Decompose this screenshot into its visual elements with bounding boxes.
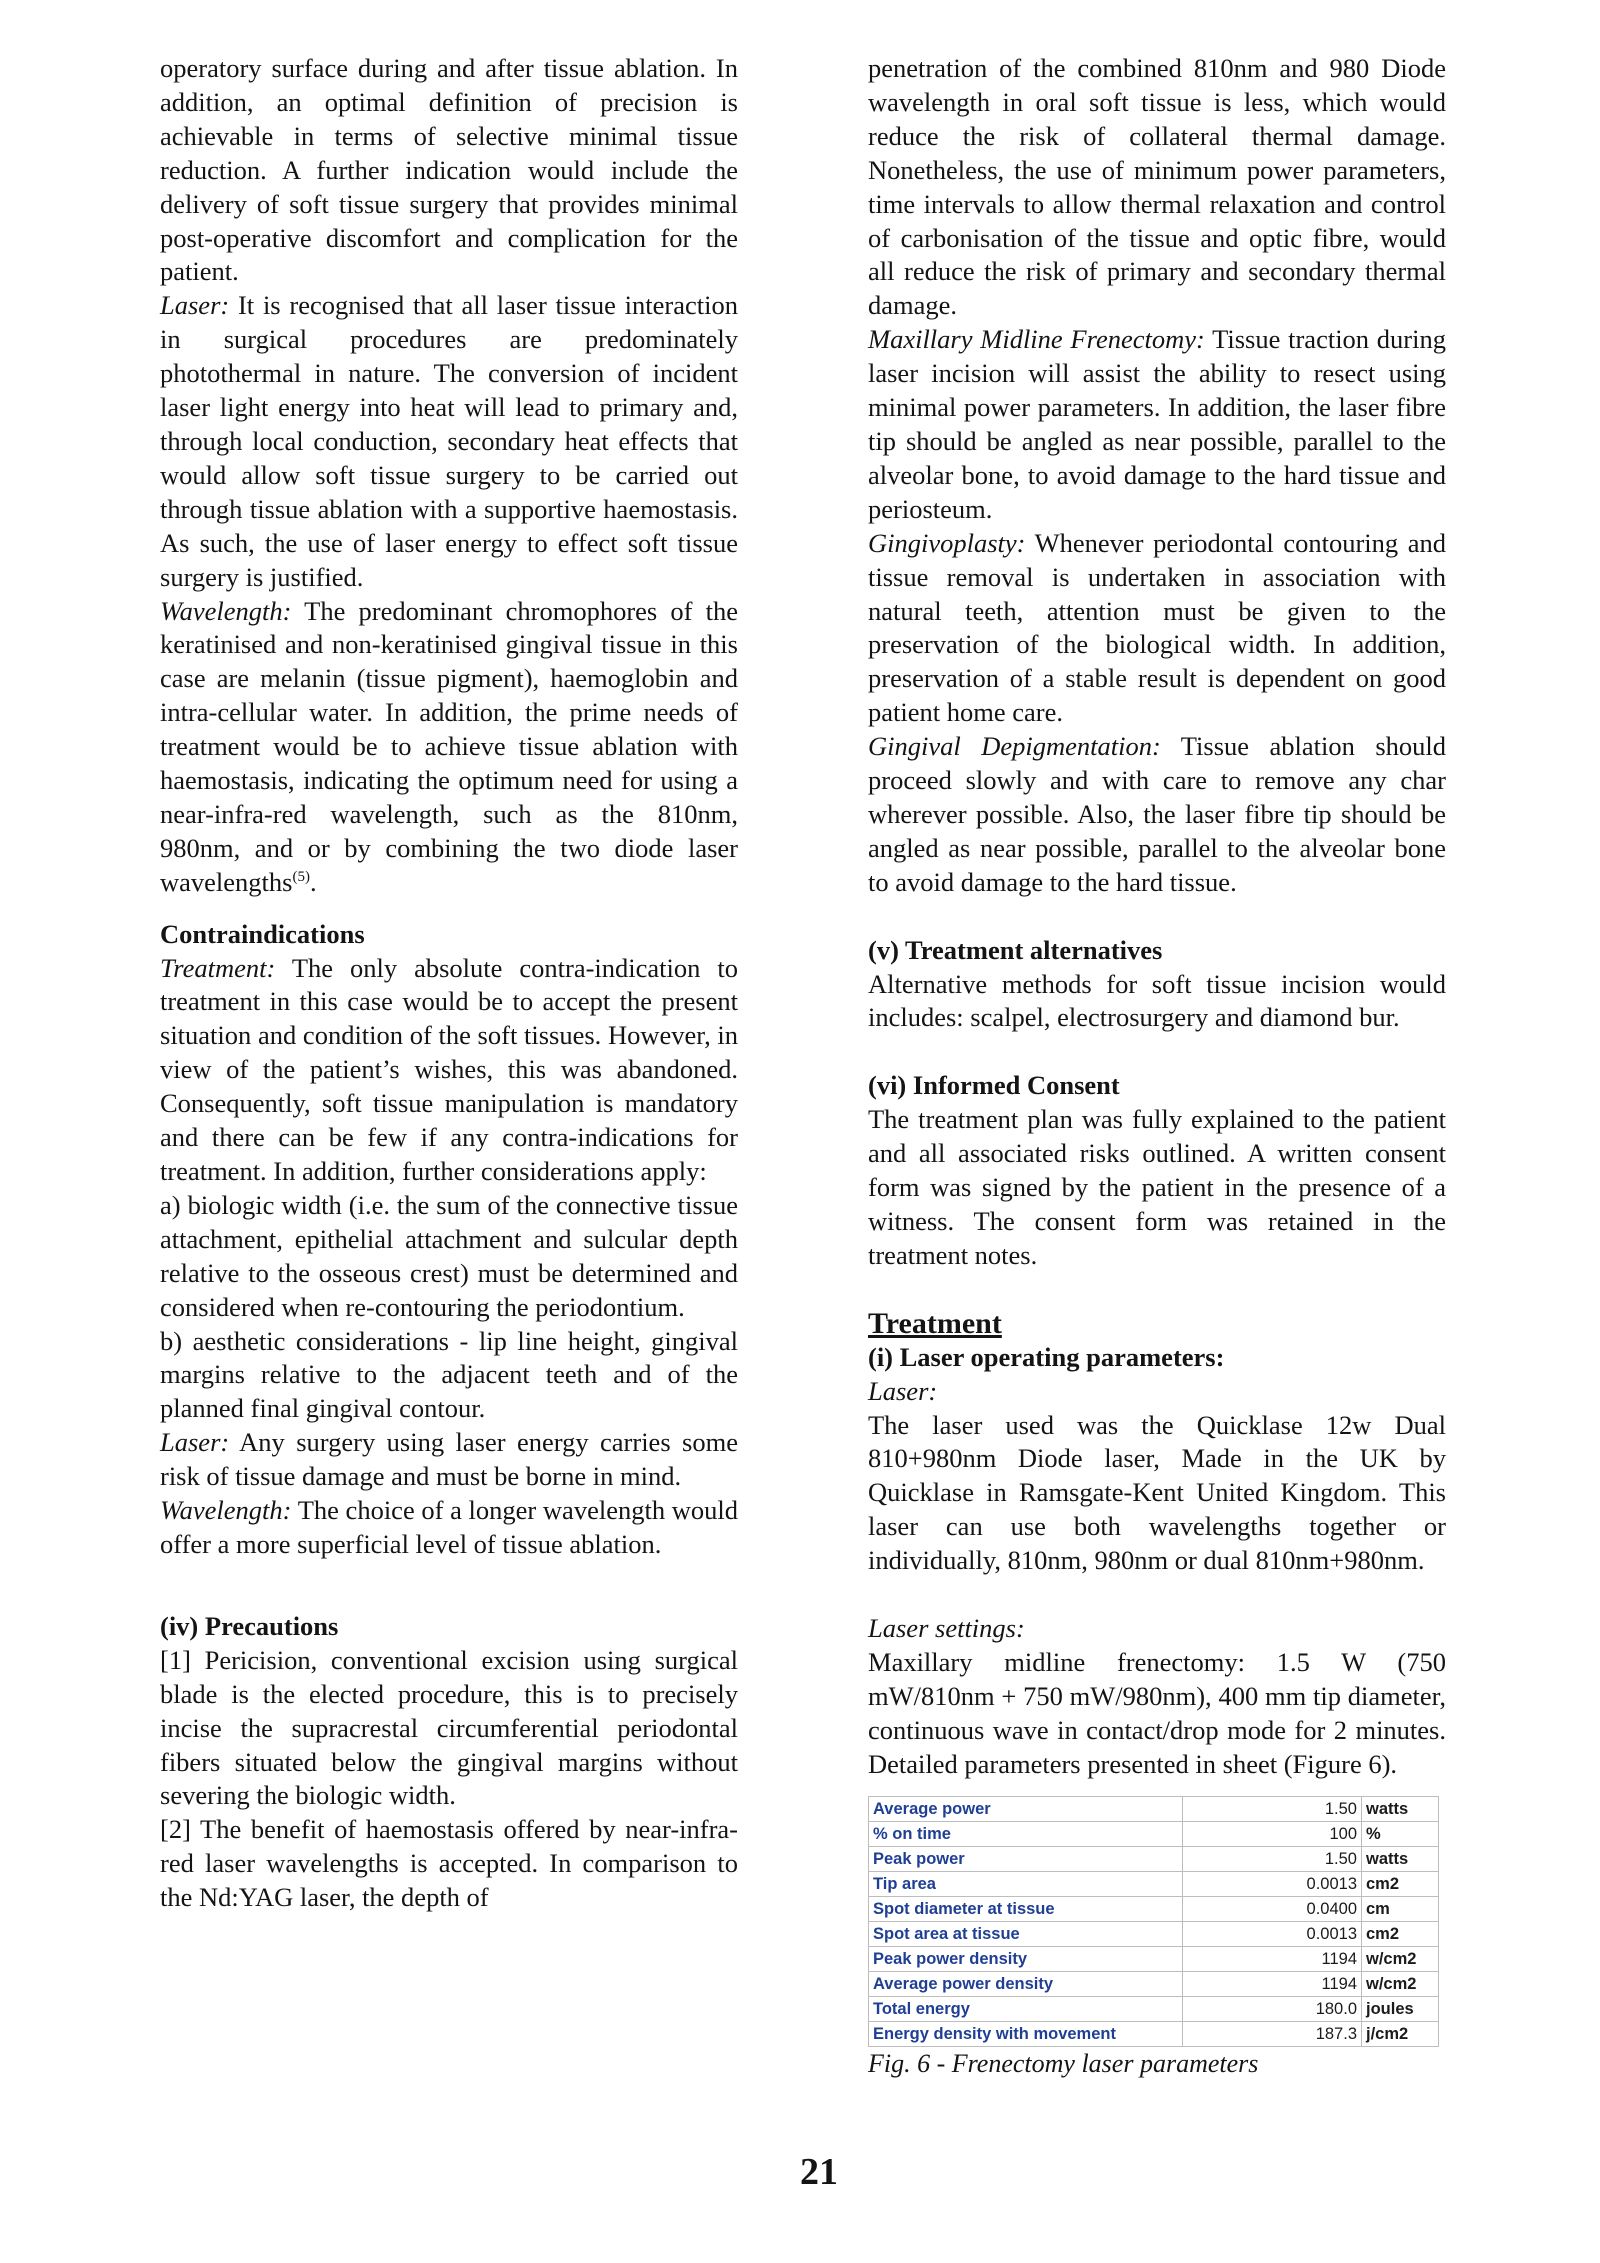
- paragraph-frenectomy: [868, 323, 1446, 526]
- text-contra-wavelength: The choice of a longer wavelength would offer a more superficial level of tissue ablation.: [160, 1495, 738, 1559]
- parameter-name: % on time: [869, 1821, 1183, 1846]
- parameter-unit: watts: [1362, 1796, 1439, 1821]
- label-treatment: Treatment:: [160, 952, 276, 983]
- table-row: [869, 1821, 1439, 1846]
- paragraph-biologic-width: a) biologic width (i.e. the sum of the connective tissue attachment, epithelial attachment and sulcular depth relative to the osseous crest) must be determined and considered when re-contouring the periodontium.: [160, 1189, 738, 1322]
- table-row: [869, 1871, 1439, 1896]
- right-column: [868, 52, 1446, 2081]
- parameter-name: Average power: [869, 1796, 1183, 1821]
- table-row: [869, 1921, 1439, 1946]
- parameter-unit: cm2: [1362, 1921, 1439, 1946]
- parameter-unit: w/cm2: [1362, 1946, 1439, 1971]
- page-number: 21: [800, 2151, 838, 2193]
- parameter-value: 180.0: [1183, 1996, 1362, 2021]
- table-row: [869, 1846, 1439, 1871]
- parameter-name: Energy density with movement: [869, 2021, 1183, 2046]
- label-laser-settings: Laser settings:: [868, 1613, 1025, 1644]
- heading-informed-consent: (vi) Informed Consent: [868, 1070, 1120, 1101]
- label-gingivoplasty: Gingivoplasty:: [868, 527, 1026, 558]
- laser-parameters-table: [868, 1796, 1439, 2047]
- text-frenectomy: Tissue traction during laser incision will assist the ability to resect using minimal power parameters. In addition, the laser fibre tip should be angled as near possible, parallel to the alveolar bone, to avoid damage to the hard tissue and periosteum.: [868, 324, 1446, 524]
- paragraph-depigmentation: [868, 730, 1446, 900]
- parameter-name: Peak power density: [869, 1946, 1183, 1971]
- table-row: [869, 1996, 1439, 2021]
- table-row: [869, 2021, 1439, 2046]
- figure-caption: Fig. 6 - Frenectomy laser parameters: [868, 2048, 1259, 2078]
- parameter-unit: watts: [1362, 1846, 1439, 1871]
- paragraph-gingivoplasty: [868, 527, 1446, 730]
- text-contra-treatment: The only absolute contra-indication to treatment in this case would be to accept the present situation and condition of the soft tissues. However, in view of the patient’s wishes, this was abandoned. Consequently, soft tissue manipulation is mandatory and there can be few if any contra-indications for treatment. In addition, further considerations apply:: [160, 952, 738, 1186]
- parameter-unit: cm2: [1362, 1871, 1439, 1896]
- paragraph-laser: [160, 289, 738, 594]
- text-wavelength-end: .: [309, 866, 317, 897]
- label-depigmentation: Gingival Depigmentation:: [868, 731, 1161, 762]
- table-row: [869, 1946, 1439, 1971]
- parameter-value: 100: [1183, 1821, 1362, 1846]
- parameter-name: Spot diameter at tissue: [869, 1896, 1183, 1921]
- paragraph-intro-continued: operatory surface during and after tissue ablation. In addition, an optimal definition of precision is achievable in terms of selective minimal tissue reduction. A further indication would include the delivery of soft tissue surgery that provides minimal post-operative discomfort and complication for the patient.: [160, 53, 738, 287]
- paragraph-precaution-2: [2] The benefit of haemostasis offered by near-infra-red laser wavelengths is accepted. In comparison to the Nd:YAG laser, the depth of: [160, 1814, 738, 1913]
- heading-precautions: (iv) Precautions: [160, 1610, 339, 1641]
- paragraph-consent: The treatment plan was fully explained to the patient and all associated risks outlined. A written consent form was signed by the patient in the presence of a witness. The consent form was retained in the treatment notes.: [868, 1104, 1446, 1270]
- heading-laser-operating-parameters: (i) Laser operating parameters:: [868, 1341, 1225, 1372]
- heading-contraindications: Contraindications: [160, 918, 365, 949]
- parameter-unit: %: [1362, 1821, 1439, 1846]
- heading-treatment: Treatment: [868, 1306, 1002, 1340]
- parameter-name: Peak power: [869, 1846, 1183, 1871]
- left-column: [160, 52, 738, 1915]
- parameter-value: 1194: [1183, 1971, 1362, 1996]
- paragraph-contra-laser: [160, 1426, 738, 1494]
- paragraph-laser-settings: Maxillary midline frenectomy: 1.5 W (750 mW/810nm + 750 mW/980nm), 400 mm tip diameter, continuous wave in contact/drop mode for 2 minutes. Detailed parameters presented in sheet (Figure 6).: [868, 1646, 1446, 1779]
- paragraph-penetration: penetration of the combined 810nm and 980 Diode wavelength in oral soft tissue is less, which would reduce the risk of collateral thermal damage. Nonetheless, the use of minimum power parameters, time intervals to allow thermal relaxation and control of carbonisation of the tissue and optic fibre, would all reduce the risk of primary and secondary thermal damage.: [868, 53, 1446, 321]
- label-wavelength: Wavelength:: [160, 595, 292, 626]
- text-contra-laser: Any surgery using laser energy carries some risk of tissue damage and must be borne in mind.: [160, 1427, 738, 1492]
- label-frenectomy: Maxillary Midline Frenectomy:: [868, 324, 1205, 355]
- parameter-unit: joules: [1362, 1996, 1439, 2021]
- text-wavelength: The predominant chromophores of the keratinised and non-keratinised gingival tissue in this case are melanin (tissue pigment), haemoglobin and intra-cellular water. In addition, the prime needs of treatment would be to achieve tissue ablation with haemostasis, indicating the optimum need for using a near-infra-red wavelength, such as the 810nm, 980nm, and or by combining the two diode laser wavelengths: [160, 595, 738, 897]
- parameter-value: 1194: [1183, 1946, 1362, 1971]
- parameter-value: 187.3: [1183, 2021, 1362, 2046]
- label-laser-3: Laser:: [868, 1375, 938, 1406]
- label-laser-2: Laser:: [160, 1427, 230, 1458]
- table-row: [869, 1796, 1439, 1821]
- parameter-value: 0.0013: [1183, 1871, 1362, 1896]
- paragraph-wavelength: [160, 595, 738, 900]
- parameter-name: Tip area: [869, 1871, 1183, 1896]
- parameter-name: Total energy: [869, 1996, 1183, 2021]
- label-wavelength-2: Wavelength:: [160, 1495, 292, 1526]
- parameter-value: 0.0013: [1183, 1921, 1362, 1946]
- parameter-unit: cm: [1362, 1896, 1439, 1921]
- table-row: [869, 1971, 1439, 1996]
- paragraph-aesthetic: b) aesthetic considerations - lip line height, gingival margins relative to the adjacent teeth and of the planned final gingival contour.: [160, 1325, 738, 1424]
- parameter-unit: w/cm2: [1362, 1971, 1439, 1996]
- paragraph-precaution-1: [1] Pericision, conventional excision using surgical blade is the elected procedure, this is to precisely incise the supracrestal circumferential periodontal fibers situated below the gingival margins without severing the biologic width.: [160, 1644, 738, 1811]
- label-laser: Laser:: [160, 290, 230, 321]
- heading-treatment-alternatives: (v) Treatment alternatives: [868, 934, 1163, 965]
- parameter-unit: j/cm2: [1362, 2021, 1439, 2046]
- text-laser: It is recognised that all laser tissue interaction in surgical procedures are predominately photothermal in nature. The conversion of incident laser light energy into heat will lead to primary and, through local conduction, secondary heat effects that would allow soft tissue surgery to be carried out through tissue ablation with a supportive haemostasis. As such, the use of laser energy to effect soft tissue surgery is justified.: [160, 290, 738, 592]
- paragraph-laser-used: The laser used was the Quicklase 12w Dual 810+980nm Diode laser, Made in the UK by Quicklase in Ramsgate-Kent United Kingdom. This laser can use both wavelengths together or individually, 810nm, 980nm or dual 810nm+980nm.: [868, 1409, 1446, 1576]
- text-gingivoplasty: Whenever periodontal contouring and tissue removal is undertaken in association with natural teeth, attention must be given to the preservation of the biological width. In addition, preservation of a stable result is dependent on good patient home care.: [868, 527, 1446, 728]
- text-depigmentation: Tissue ablation should proceed slowly and with care to remove any char wherever possible. Also, the laser fibre tip should be angled as near possible, parallel to the alveolar bone to avoid damage to the hard tissue.: [868, 731, 1447, 897]
- parameter-name: Spot area at tissue: [869, 1921, 1183, 1946]
- parameter-value: 1.50: [1183, 1846, 1362, 1871]
- table-row: [869, 1896, 1439, 1921]
- parameter-value: 0.0400: [1183, 1896, 1362, 1921]
- paragraph-alternatives: Alternative methods for soft tissue incision would includes: scalpel, electrosurgery and diamond bur.: [868, 968, 1446, 1033]
- reference-5: (5): [292, 868, 310, 885]
- paragraph-contra-treatment: [160, 952, 738, 1189]
- parameter-value: 1.50: [1183, 1796, 1362, 1821]
- parameter-name: Average power density: [869, 1971, 1183, 1996]
- paragraph-contra-wavelength: [160, 1494, 738, 1562]
